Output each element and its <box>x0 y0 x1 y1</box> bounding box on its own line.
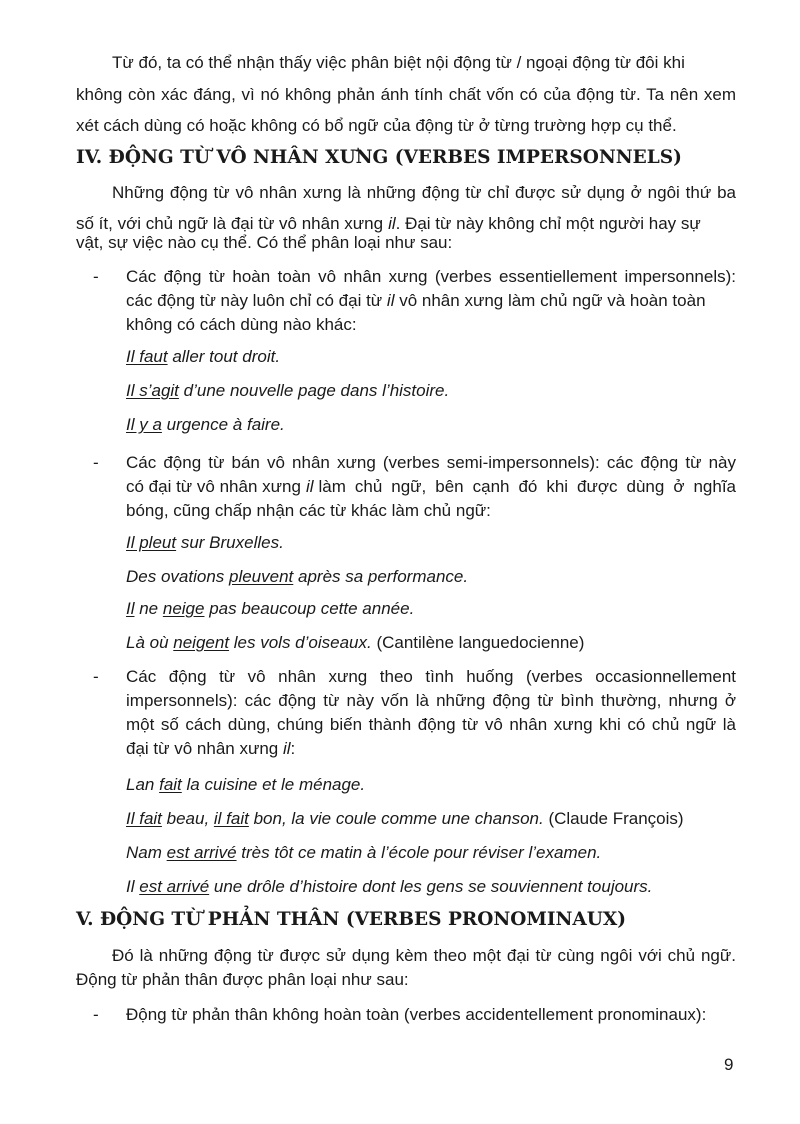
example <box>126 346 280 368</box>
text-span: đại từ vô nhân xưng <box>126 739 279 758</box>
text-span: vô nhân xưng làm chủ ngữ và hoàn toàn <box>399 291 706 310</box>
underlined-verb: Il faut <box>126 347 168 366</box>
text-span: số ít, với chủ ngữ là đại từ vô nhân xưng <box>76 214 384 233</box>
underlined-verb: fait <box>159 775 182 794</box>
text-span: les vols d’oiseaux. <box>229 633 372 652</box>
example <box>126 566 468 588</box>
citation: (Claude François) <box>543 809 684 828</box>
section-4-paragraph-line-1: Những động từ vô nhân xưng là những động từ chỉ được sử dụng ở ngôi thứ ba <box>112 183 736 202</box>
intro-line-1: Từ đó, ta có thể nhận thấy việc phân biệt nội động từ / ngoại động từ đôi khi <box>112 53 685 72</box>
text-span: urgence à faire. <box>161 415 285 434</box>
text-span: các động từ này luôn chỉ có đại từ <box>126 291 383 310</box>
page-number: 9 <box>724 1055 734 1074</box>
bullet-3-line-3: một số cách dùng, chúng biến thành động từ vô nhân xưng khi có chủ ngữ là <box>126 715 736 734</box>
pronoun-il: il <box>305 477 314 496</box>
underlined-verb: neige <box>162 599 205 618</box>
bullet-1-line-3: không có cách dùng nào khác: <box>126 315 357 334</box>
text-span: Il <box>126 877 140 896</box>
underlined-subject: Il <box>126 599 135 618</box>
text-span: après sa performance. <box>293 567 469 586</box>
example <box>126 598 414 620</box>
bullet-2-line-1: Các động từ bán vô nhân xưng (verbes semi-impersonnels): các động từ này <box>126 453 736 472</box>
text-span: có đại từ vô nhân xưng <box>126 477 301 496</box>
example <box>126 632 584 654</box>
underlined-verb: Il s’agit <box>126 381 179 400</box>
text-span: pas beaucoup cette année. <box>204 599 415 618</box>
text-span: sur Bruxelles. <box>176 533 284 552</box>
underlined-verb: est arrivé <box>139 877 210 896</box>
bullet-dash: - <box>93 667 99 686</box>
underlined-verb: pleuvent <box>229 567 294 586</box>
bullet-3-line-1: Các động từ vô nhân xưng theo tình huống (verbes occasionnellement <box>126 667 736 686</box>
citation: (Cantilène languedocienne) <box>371 633 585 652</box>
pronoun-il: il <box>282 739 291 758</box>
bullet-3-line-4 <box>126 738 295 760</box>
bullet-1-line-2 <box>126 290 706 312</box>
text-span: Là où <box>126 633 174 652</box>
underlined-verb: neigent <box>173 633 230 652</box>
underlined-verb: il fait <box>213 809 249 828</box>
example <box>126 842 601 864</box>
text-span: . Đại từ này không chỉ một người hay sự <box>395 214 701 233</box>
bullet-2-line-2 <box>126 476 736 498</box>
section-5-bullet-1-line-1: Động từ phản thân không hoàn toàn (verbes accidentellement pronominaux): <box>126 1005 707 1024</box>
text-span: ne <box>134 599 163 618</box>
pronoun-il: il <box>386 291 395 310</box>
example <box>126 532 284 554</box>
text-span: Nam <box>126 843 167 862</box>
text-span: très tôt ce matin à l’école pour réviser l’examen. <box>236 843 602 862</box>
text-span: une drôle d’histoire dont les gens se souviennent toujours. <box>209 877 653 896</box>
pronoun-il: il <box>388 214 396 233</box>
underlined-verb: Il pleut <box>126 533 177 552</box>
text-span: : <box>290 739 296 758</box>
section-4-paragraph-line-3: vật, sự việc nào cụ thể. Có thể phân loại như sau: <box>76 233 453 252</box>
bullet-dash: - <box>93 267 99 286</box>
bullet-dash: - <box>93 453 99 472</box>
text-span: bon, la vie coule comme une chanson. <box>248 809 544 828</box>
text-span: làm chủ ngữ, bên cạnh đó khi được dùng ở nghĩa <box>318 477 736 496</box>
text-span: beau, <box>161 809 214 828</box>
text-span: la cuisine et le ménage. <box>181 775 366 794</box>
example <box>126 774 365 796</box>
example <box>126 876 652 898</box>
example <box>126 808 684 830</box>
example <box>126 414 285 436</box>
bullet-2-line-3: bóng, cũng chấp nhận các từ khác làm chủ ngữ: <box>126 501 491 520</box>
bullet-dash: - <box>93 1005 99 1024</box>
underlined-verb: Il y a <box>126 415 162 434</box>
intro-line-3: xét cách dùng có hoặc không có bổ ngữ của động từ ở từng trường hợp cụ thể. <box>76 116 677 135</box>
section-5-paragraph-line-1: Đó là những động từ được sử dụng kèm theo một đại từ cùng ngôi với chủ ngữ. <box>112 946 736 965</box>
section-4-heading: IV. ĐỘNG TỪ VÔ NHÂN XƯNG (VERBES IMPERSONNELS) <box>76 147 682 168</box>
text-span: d’une nouvelle page dans l’histoire. <box>178 381 450 400</box>
example <box>126 380 449 402</box>
bullet-1-line-1: Các động từ hoàn toàn vô nhân xưng (verbes essentiellement impersonnels): <box>126 267 736 286</box>
underlined-verb: Il fait <box>126 809 162 828</box>
intro-line-2: không còn xác đáng, vì nó không phản ánh tính chất vốn có của động từ. Ta nên xem <box>76 85 736 104</box>
text-span: Lan <box>126 775 160 794</box>
section-5-paragraph-line-2: Động từ phản thân được phân loại như sau: <box>76 970 409 989</box>
text-span: aller tout droit. <box>167 347 281 366</box>
bullet-3-line-2: impersonnels): các động từ này vốn là những động từ bình thường, nhưng ở <box>126 691 736 710</box>
section-5-heading: V. ĐỘNG TỪ PHẢN THÂN (VERBES PRONOMINAUX) <box>76 909 627 930</box>
text-span: Des ovations <box>126 567 229 586</box>
underlined-verb: est arrivé <box>166 843 237 862</box>
